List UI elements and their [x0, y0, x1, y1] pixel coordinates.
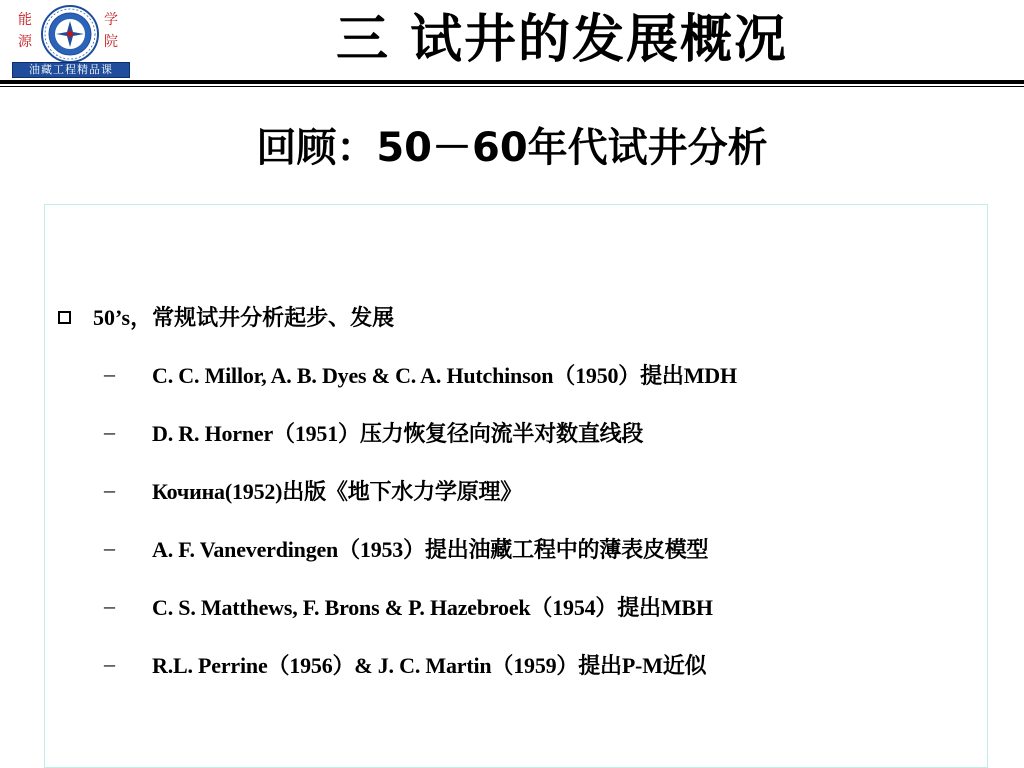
dash-marker: – [104, 477, 115, 502]
sub-item-text: R.L. Perrine（1956）& J. C. Martin（1959）提出P-M近似 [152, 652, 707, 678]
dash-marker: – [104, 361, 115, 386]
sub-item [104, 356, 737, 392]
sub-item-text: A. F. Vaneverdingen（1953）提出油藏工程中的薄表皮模型 [152, 536, 709, 562]
slide-subtitle: 回顾：50－60年代试井分析 [256, 125, 768, 171]
sub-item [104, 472, 522, 508]
logo-char: 源 [18, 34, 32, 50]
dash-marker: – [104, 419, 115, 444]
header-divider [0, 80, 1024, 84]
course-banner: 油藏工程精品课 [12, 62, 130, 78]
header-divider-thin [0, 86, 1024, 87]
bullet-item [58, 298, 394, 334]
logo-char: 学 [104, 12, 118, 28]
dash-marker: – [104, 535, 115, 560]
sub-item-text: C. C. Millor, A. B. Dyes & C. A. Hutchinson（1950）提出MDH [152, 362, 737, 388]
sub-item [104, 530, 708, 566]
logo-char: 能 [18, 12, 32, 28]
university-emblem-icon [40, 4, 100, 64]
sub-item [104, 588, 713, 624]
dash-marker: – [104, 593, 115, 618]
school-logo [10, 2, 132, 80]
sub-item-text: D. R. Horner（1951）压力恢复径向流半对数直线段 [152, 420, 644, 446]
sub-item [104, 646, 706, 682]
page-title: 三 试井的发展概况 [335, 10, 789, 70]
bullet-text: 50’s，常规试井分析起步、发展 [93, 304, 395, 330]
dash-marker: – [104, 651, 115, 676]
sub-item-text: C. S. Matthews, F. Brons & P. Hazebroek（1954）提出MBH [152, 594, 713, 620]
sub-item-text: Кочина(1952)出版《地下水力学原理》 [152, 478, 523, 504]
checkbox-bullet-icon [58, 311, 71, 324]
logo-char: 院 [104, 34, 118, 50]
sub-item [104, 414, 643, 450]
